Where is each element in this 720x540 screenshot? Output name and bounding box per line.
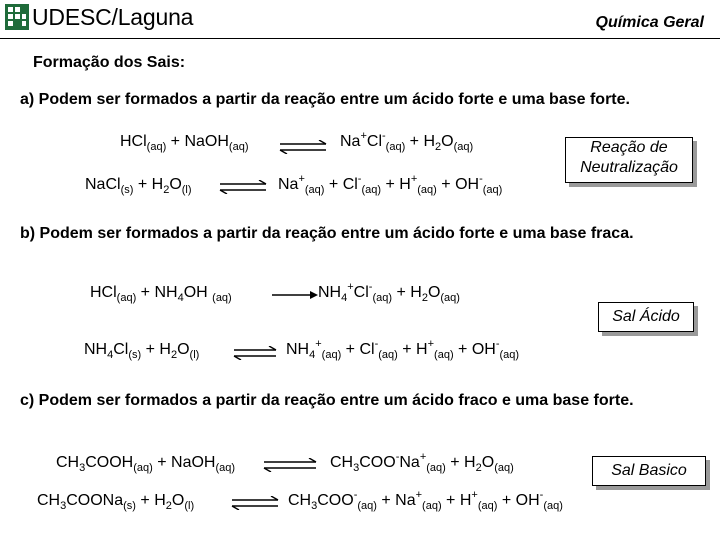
equilibrium-arrow-icon <box>218 180 268 194</box>
eq-a1-right: $Na^+Cl^-_{(aq)} + H_2O_{(aq)}$ <box>340 130 474 153</box>
header-divider <box>0 38 720 39</box>
eq-a1-left: HCl$_{(aq)}$ + NaOH$_{(aq)}$ <box>120 133 249 153</box>
tag-sal-basico-label: Sal Basico <box>611 462 687 479</box>
eq-b1-right: $NH_4^+Cl^-_{(aq)} + H_2O_{(aq)}$ <box>318 281 460 304</box>
tag-neutralizacao <box>565 137 693 183</box>
eq-c2-left: $CH_3COONa_{(s)} + H_2O_{(l)}$ <box>37 492 195 512</box>
eq-b2-right: $NH_4^+_{(aq)} + Cl^-_{(aq)} + H^+_{(aq)} + OH^-_{(aq)}$ <box>286 338 520 361</box>
page-title: Formação dos Sais: <box>33 54 186 71</box>
eq-b2-left: $NH_4Cl_{(s)} + H_2O_{(l)}$ <box>84 341 200 361</box>
equilibrium-arrow-icon <box>262 458 318 472</box>
equilibrium-arrow-icon <box>278 140 328 154</box>
eq-c1-left: $CH_3COOH_{(aq)}$ + NaOH$_{(aq)}$ <box>56 454 236 474</box>
section-a-text: a) Podem ser formados a partir da reação entre um ácido forte e uma base forte. <box>20 91 630 108</box>
section-b-text: b) Podem ser formados a partir da reação entre um ácido forte e uma base fraca. <box>20 225 634 242</box>
tag-sal-acido-label: Sal Ácido <box>612 308 680 325</box>
forward-arrow-icon <box>270 290 320 300</box>
eq-c2-right: $CH_3COO^-_{(aq)} + Na^+_{(aq)} + H^+_{(aq)} + OH^-_{(aq)}$ <box>288 489 563 512</box>
udesc-logo-icon <box>5 4 29 30</box>
tag-sal-acido <box>598 302 694 332</box>
eq-a2-left: NaCl$_{(s)}$ + $H_2O_{(l)}$ <box>85 176 192 196</box>
equilibrium-arrow-icon <box>232 346 278 360</box>
eq-c1-right: $CH_3COO^-Na^+_{(aq)} + H_2O_{(aq)}$ <box>330 451 514 474</box>
logo-text: UDESC/Laguna <box>32 4 194 30</box>
tag-neutralizacao-label: Reação de Neutralização <box>580 139 678 176</box>
tag-sal-basico <box>592 456 706 486</box>
course-title: Química Geral <box>595 14 704 31</box>
eq-a2-right: $Na^+_{(aq)} + Cl^-_{(aq)} + H^+_{(aq)} + OH^-_{(aq)}$ <box>278 173 503 196</box>
eq-b1-left: $HCl_{(aq)} + NH_4OH$ $_{(aq)}$ <box>90 284 232 304</box>
section-c-text: c) Podem ser formados a partir da reação entre um ácido fraco e uma base forte. <box>20 392 634 409</box>
equilibrium-arrow-icon <box>230 496 280 510</box>
